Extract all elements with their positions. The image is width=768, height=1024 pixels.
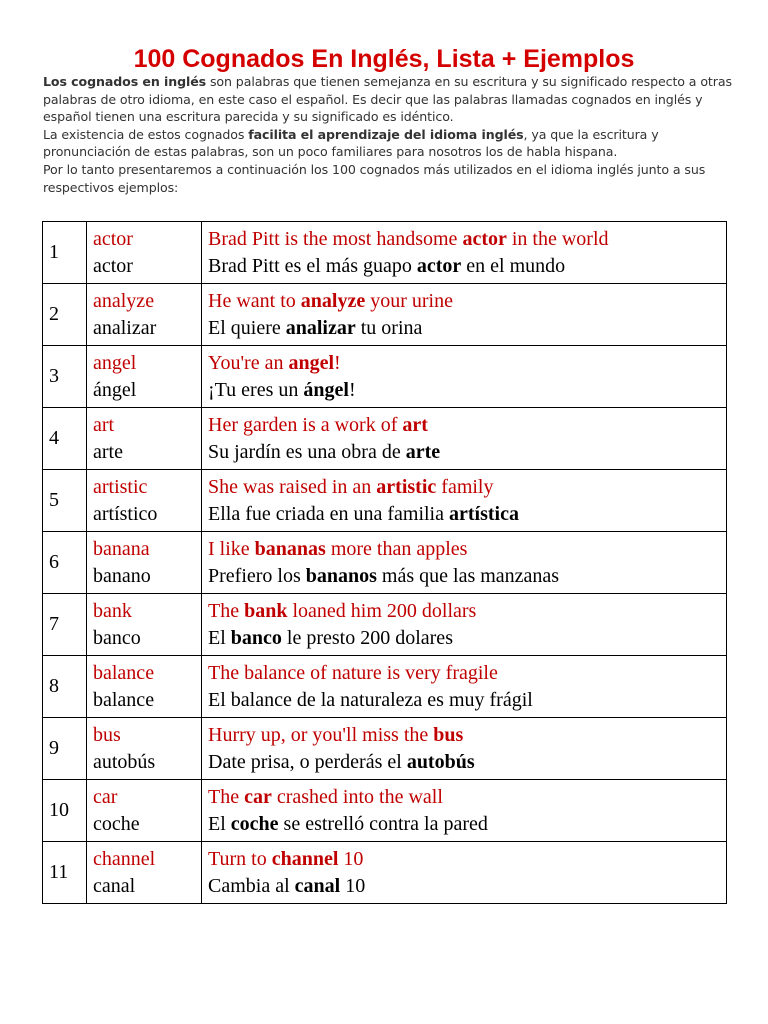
- row-number: 1: [43, 222, 87, 284]
- example-sentences-cell: [202, 656, 727, 718]
- row-number: 2: [43, 284, 87, 346]
- english-word: car: [93, 785, 118, 808]
- spanish-word: banano: [93, 564, 151, 587]
- sentence-part-before: She was raised in an: [208, 475, 377, 498]
- sentence-keyword: bananas: [254, 537, 326, 560]
- sentence-part-before: Date prisa, o perderás el: [208, 750, 407, 773]
- sentence-part-before: El balance de la naturaleza es muy frágil: [208, 688, 533, 711]
- spanish-sentence: [208, 811, 720, 838]
- english-word: artistic: [93, 475, 148, 498]
- spanish-word: actor: [93, 254, 133, 277]
- english-sentence: [208, 536, 720, 563]
- word-pair-cell: [87, 470, 202, 532]
- sentence-part-after: le presto 200 dolares: [281, 626, 453, 649]
- sentence-part-before: I like: [208, 537, 255, 560]
- english-sentence: [208, 598, 720, 625]
- example-sentences-cell: [202, 346, 727, 408]
- sentence-keyword: bus: [433, 723, 464, 746]
- sentence-part-before: Brad Pitt es el más guapo: [208, 254, 417, 277]
- cognates-table-body: [43, 222, 727, 904]
- table-row: [43, 532, 727, 594]
- sentence-keyword: bank: [244, 599, 288, 622]
- sentence-part-before: Her garden is a work of: [208, 413, 403, 436]
- spanish-sentence: [208, 439, 720, 466]
- sentence-part-before: Prefiero los: [208, 564, 306, 587]
- row-number: 9: [43, 718, 87, 780]
- english-word: actor: [93, 227, 133, 250]
- english-word: angel: [93, 351, 137, 374]
- sentence-keyword: banco: [230, 626, 282, 649]
- table-row: [43, 718, 727, 780]
- sentence-part-after: en el mundo: [461, 254, 566, 277]
- english-sentence: [208, 412, 720, 439]
- sentence-part-after: !: [348, 378, 356, 401]
- sentence-part-after: 10: [340, 874, 366, 897]
- example-sentences-cell: [202, 470, 727, 532]
- sentence-part-after: loaned him 200 dollars: [287, 599, 477, 622]
- table-row: [43, 594, 727, 656]
- word-pair-cell: [87, 842, 202, 904]
- example-sentences-cell: [202, 594, 727, 656]
- spanish-sentence: [208, 377, 720, 404]
- word-pair-cell: [87, 284, 202, 346]
- table-row: [43, 346, 727, 408]
- table-row: [43, 656, 727, 718]
- sentence-part-before: El: [208, 812, 231, 835]
- sentence-part-after: crashed into the wall: [271, 785, 443, 808]
- sentence-part-after: más que las manzanas: [376, 564, 560, 587]
- sentence-part-after: your urine: [365, 289, 453, 312]
- spanish-word: analizar: [93, 316, 157, 339]
- sentence-keyword: artistic: [376, 475, 437, 498]
- page-title: 100 Cognados En Inglés, Lista + Ejemplos: [133, 45, 635, 73]
- english-word: analyze: [93, 289, 155, 312]
- sentence-part-before: Hurry up, or you'll miss the: [208, 723, 434, 746]
- row-number: 7: [43, 594, 87, 656]
- example-sentences-cell: [202, 532, 727, 594]
- spanish-sentence: [208, 315, 720, 342]
- sentence-keyword: coche: [230, 812, 279, 835]
- example-sentences-cell: [202, 718, 727, 780]
- english-sentence: [208, 226, 720, 253]
- word-pair-cell: [87, 222, 202, 284]
- row-number: 6: [43, 532, 87, 594]
- sentence-keyword: analizar: [285, 316, 356, 339]
- sentence-part-before: Cambia al: [208, 874, 295, 897]
- sentence-part-before: Ella fue criada en una familia: [208, 502, 449, 525]
- intro-p1-text: son palabras que tienen semejanza en su escritura y su significado respecto a otras palabras de otro idioma, en este caso el español. Es decir que las palabras llamadas cognados en inglés y español tienen una escritura parecida y su significado es idéntico.: [43, 74, 732, 125]
- intro-paragraph-2: [43, 126, 733, 161]
- sentence-part-after: family: [436, 475, 494, 498]
- row-number: 5: [43, 470, 87, 532]
- english-word: bank: [93, 599, 132, 622]
- english-word: balance: [93, 661, 155, 684]
- spanish-word: ángel: [93, 378, 137, 401]
- sentence-part-before: Su jardín es una obra de: [208, 440, 406, 463]
- sentence-part-after: tu orina: [355, 316, 423, 339]
- sentence-part-before: ¡Tu eres un: [208, 378, 304, 401]
- english-word: art: [93, 413, 115, 436]
- table-row: [43, 470, 727, 532]
- sentence-keyword: analyze: [300, 289, 366, 312]
- english-word: bus: [93, 723, 121, 746]
- english-word: channel: [93, 847, 156, 870]
- sentence-part-before: Brad Pitt is the most handsome: [208, 227, 463, 250]
- sentence-part-before: El quiere: [208, 316, 286, 339]
- sentence-part-before: Turn to: [208, 847, 272, 870]
- intro-text: [43, 73, 733, 196]
- sentence-part-before: The balance of nature is very fragile: [208, 661, 498, 684]
- sentence-keyword: arte: [405, 440, 441, 463]
- intro-paragraph-1: [43, 73, 733, 126]
- sentence-part-after: se estrelló contra la pared: [278, 812, 488, 835]
- intro-bold-facilita: facilita el aprendizaje del idioma inglés: [248, 126, 524, 142]
- sentence-part-before: He want to: [208, 289, 301, 312]
- spanish-sentence: [208, 253, 720, 280]
- spanish-word: balance: [93, 688, 155, 711]
- english-sentence: [208, 784, 720, 811]
- spanish-word: canal: [93, 874, 136, 897]
- row-number: 8: [43, 656, 87, 718]
- sentence-keyword: actor: [416, 254, 462, 277]
- english-word: banana: [93, 537, 150, 560]
- english-sentence: [208, 722, 720, 749]
- english-sentence: [208, 350, 720, 377]
- english-sentence: [208, 288, 720, 315]
- example-sentences-cell: [202, 222, 727, 284]
- row-number: 11: [43, 842, 87, 904]
- spanish-word: arte: [93, 440, 123, 463]
- sentence-keyword: artística: [449, 502, 519, 525]
- spanish-word: artístico: [93, 502, 158, 525]
- word-pair-cell: [87, 656, 202, 718]
- sentence-part-after: in the world: [506, 227, 609, 250]
- example-sentences-cell: [202, 284, 727, 346]
- example-sentences-cell: [202, 780, 727, 842]
- spanish-word: banco: [93, 626, 141, 649]
- sentence-part-after: more than apples: [325, 537, 468, 560]
- sentence-keyword: ángel: [303, 378, 349, 401]
- sentence-part-before: The: [208, 785, 245, 808]
- sentence-keyword: channel: [271, 847, 339, 870]
- row-number: 10: [43, 780, 87, 842]
- sentence-keyword: car: [244, 785, 272, 808]
- sentence-part-before: The: [208, 599, 245, 622]
- row-number: 3: [43, 346, 87, 408]
- word-pair-cell: [87, 346, 202, 408]
- word-pair-cell: [87, 532, 202, 594]
- spanish-sentence: [208, 501, 720, 528]
- sentence-keyword: autobús: [406, 750, 475, 773]
- word-pair-cell: [87, 780, 202, 842]
- table-row: [43, 780, 727, 842]
- table-row: [43, 408, 727, 470]
- sentence-keyword: art: [402, 413, 428, 436]
- spanish-sentence: [208, 873, 720, 900]
- word-pair-cell: [87, 718, 202, 780]
- intro-paragraph-3: Por lo tanto presentaremos a continuación los 100 cognados más utilizados en el idioma inglés junto a sus respectivos ejemplos:: [43, 161, 706, 195]
- row-number: 4: [43, 408, 87, 470]
- sentence-keyword: angel: [288, 351, 335, 374]
- spanish-word: coche: [93, 812, 140, 835]
- intro-p2-text: , ya que la escritura y pronunciación de estas palabras, son un poco familiares para nosotros los de habla hispana.: [43, 126, 659, 160]
- sentence-keyword: actor: [462, 227, 507, 250]
- intro-bold-cognados: Los cognados en inglés: [43, 74, 207, 89]
- example-sentences-cell: [202, 408, 727, 470]
- sentence-keyword: bananos: [305, 564, 377, 587]
- example-sentences-cell: [202, 842, 727, 904]
- spanish-sentence: [208, 749, 720, 776]
- sentence-part-after: !: [334, 351, 341, 374]
- spanish-word: autobús: [93, 750, 156, 773]
- spanish-sentence: [208, 687, 720, 714]
- table-row: [43, 222, 727, 284]
- sentence-part-before: You're an: [208, 351, 289, 374]
- english-sentence: [208, 846, 720, 873]
- sentence-keyword: canal: [294, 874, 341, 897]
- intro-p2-start: La existencia de estos cognados: [43, 126, 249, 142]
- word-pair-cell: [87, 408, 202, 470]
- spanish-sentence: [208, 625, 720, 652]
- word-pair-cell: [87, 594, 202, 656]
- spanish-sentence: [208, 563, 720, 590]
- english-sentence: [208, 474, 720, 501]
- table-row: [43, 284, 727, 346]
- sentence-part-before: El: [208, 626, 231, 649]
- cognates-table: [42, 221, 727, 904]
- english-sentence: [208, 660, 720, 687]
- table-row: [43, 842, 727, 904]
- sentence-part-after: 10: [338, 847, 364, 870]
